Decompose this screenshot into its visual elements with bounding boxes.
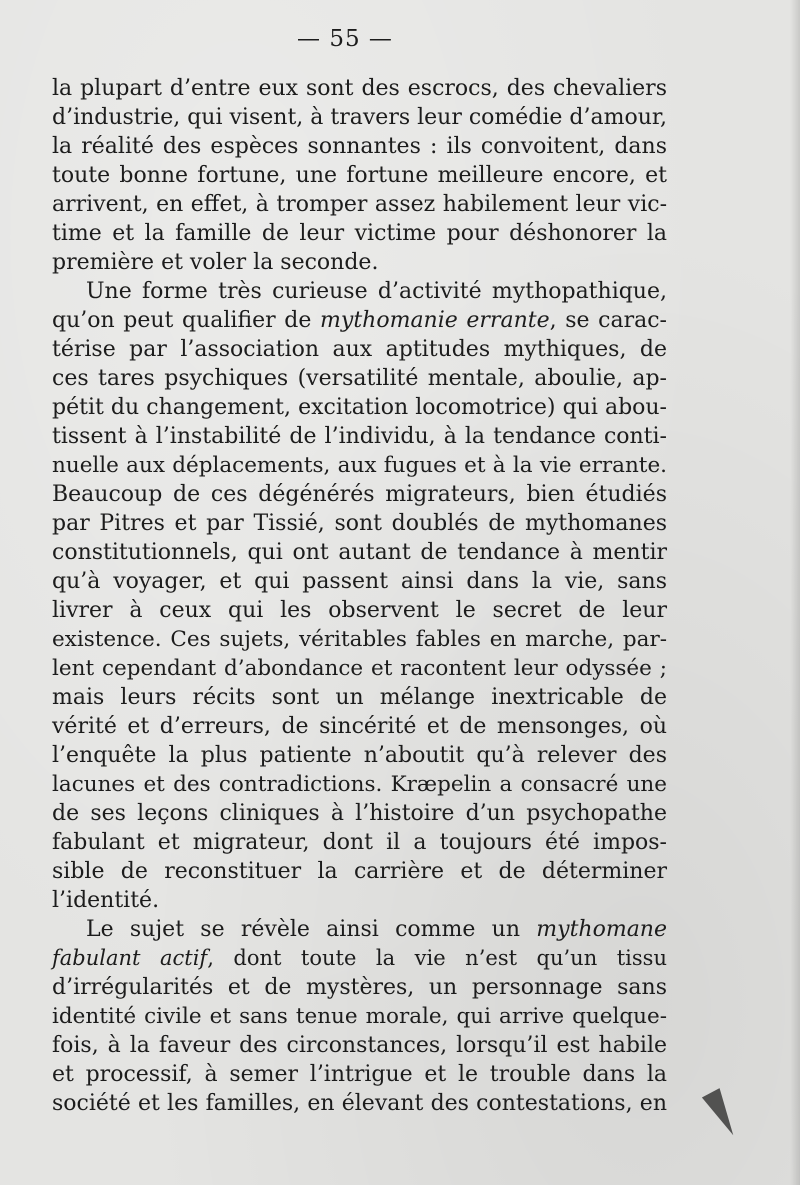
text-segment: livrer à ceux qui les observent le secret de leur xyxy=(52,598,667,623)
text-line xyxy=(52,973,667,1002)
text-segment: de ses leçons cliniques à l’histoire d’un psychopathe xyxy=(52,801,667,826)
italic-term: mythomane xyxy=(536,917,667,942)
text-line xyxy=(52,596,667,625)
text-segment: constitutionnels, qui ont autant de tendance à mentir xyxy=(52,540,667,565)
text-line xyxy=(52,509,667,538)
text-segment: lent cependant d’abondance et racontent leur odyssée ; xyxy=(52,656,667,681)
text-segment: ces tares psychiques (versatilité mentale, aboulie, ap- xyxy=(52,366,667,391)
text-segment: térise par l’association aux aptitudes mythiques, de xyxy=(52,337,667,362)
text-line xyxy=(52,654,667,683)
text-segment: l’enquête la plus patiente n’aboutit qu’à relever des xyxy=(52,743,667,768)
page-number: — 55 — xyxy=(297,26,393,52)
page-edge-shadow xyxy=(790,0,800,1185)
text-line xyxy=(52,335,667,364)
text-segment: première et voler la seconde. xyxy=(52,250,379,275)
text-segment: existence. Ces sujets, véritables fables en marche, par- xyxy=(52,627,667,652)
text-segment: vérité et d’erreurs, de sincérité et de mensonges, où xyxy=(52,714,667,739)
text-line xyxy=(52,161,667,190)
text-segment: tissent à l’instabilité de l’individu, à la tendance conti- xyxy=(52,424,667,449)
text-line xyxy=(52,393,667,422)
text-line xyxy=(52,567,667,596)
text-line xyxy=(52,625,667,654)
text-segment: , se carac- xyxy=(549,308,667,333)
text-line xyxy=(52,190,667,219)
text-segment: , dont toute la vie n’est qu’un tissu xyxy=(207,946,667,970)
text-line xyxy=(52,74,667,103)
text-segment: mais leurs récits sont un mélange inextricable de xyxy=(52,685,667,710)
text-segment: toute bonne fortune, une fortune meilleure encore, et xyxy=(52,163,667,188)
text-segment: lacunes et des contradictions. Kræpelin a consacré une xyxy=(52,772,667,797)
text-line xyxy=(52,219,667,248)
text-line xyxy=(52,828,667,857)
text-line xyxy=(52,712,667,741)
text-line xyxy=(52,1031,667,1060)
text-line xyxy=(52,944,667,973)
text-line xyxy=(52,1060,667,1089)
text-segment: Le sujet se révèle ainsi comme un xyxy=(86,917,537,942)
text-segment: identité civile et sans tenue morale, qui arrive quelque- xyxy=(52,1004,667,1029)
text-line xyxy=(52,741,667,770)
text-segment: la réalité des espèces sonnantes : ils convoitent, dans xyxy=(52,134,667,159)
text-segment: nuelle aux déplacements, aux fugues et à la vie errante. xyxy=(52,453,667,478)
text-line xyxy=(52,799,667,828)
text-line xyxy=(52,1002,667,1031)
page-corner-mark xyxy=(702,1088,742,1140)
text-segment: qu’on peut qualifier de xyxy=(52,308,321,333)
text-line xyxy=(52,103,667,132)
text-segment: Beaucoup de ces dégénérés migrateurs, bien étudiés xyxy=(52,482,667,507)
text-line xyxy=(52,915,667,944)
text-line xyxy=(52,248,667,277)
text-segment: et processif, à semer l’intrigue et le trouble dans la xyxy=(52,1062,667,1087)
text-segment: d’irrégularités et de mystères, un personnage sans xyxy=(52,975,667,1000)
text-segment: time et la famille de leur victime pour déshonorer la xyxy=(52,221,667,246)
text-line xyxy=(52,451,667,480)
text-line xyxy=(52,857,667,886)
text-segment: fois, à la faveur des circonstances, lorsqu’il est habile xyxy=(52,1033,667,1058)
text-segment: société et les familles, en élevant des contestations, en xyxy=(52,1091,667,1116)
text-segment: la plupart d’entre eux sont des escrocs, des chevaliers xyxy=(52,76,667,101)
text-line xyxy=(52,306,667,335)
text-line xyxy=(52,480,667,509)
text-segment: Une forme très curieuse d’activité mythopathique, xyxy=(86,279,667,304)
text-segment: d’industrie, qui visent, à travers leur comédie d’amour, xyxy=(52,105,667,130)
italic-term: fabulant actif xyxy=(52,946,208,970)
text-segment: l’identité. xyxy=(52,888,160,913)
text-line xyxy=(52,886,667,915)
text-line xyxy=(52,277,667,306)
text-line xyxy=(52,770,667,799)
text-line xyxy=(52,132,667,161)
text-segment: pétit du changement, excitation locomotrice) qui abou- xyxy=(52,395,667,420)
text-line xyxy=(52,538,667,567)
text-line xyxy=(52,422,667,451)
text-line xyxy=(52,364,667,393)
text-line xyxy=(52,1089,667,1118)
text-segment: par Pitres et par Tissié, sont doublés de mythomanes xyxy=(52,511,667,536)
italic-term: mythomanie errante xyxy=(320,308,550,333)
text-segment: fabulant et migrateur, dont il a toujours été impos- xyxy=(52,830,667,855)
text-segment: qu’à voyager, et qui passent ainsi dans la vie, sans xyxy=(52,569,667,594)
body-text xyxy=(52,74,667,1118)
text-line xyxy=(52,683,667,712)
text-segment: arrivent, en effet, à tromper assez habilement leur vic- xyxy=(52,192,667,217)
text-segment: sible de reconstituer la carrière et de déterminer xyxy=(52,859,667,884)
